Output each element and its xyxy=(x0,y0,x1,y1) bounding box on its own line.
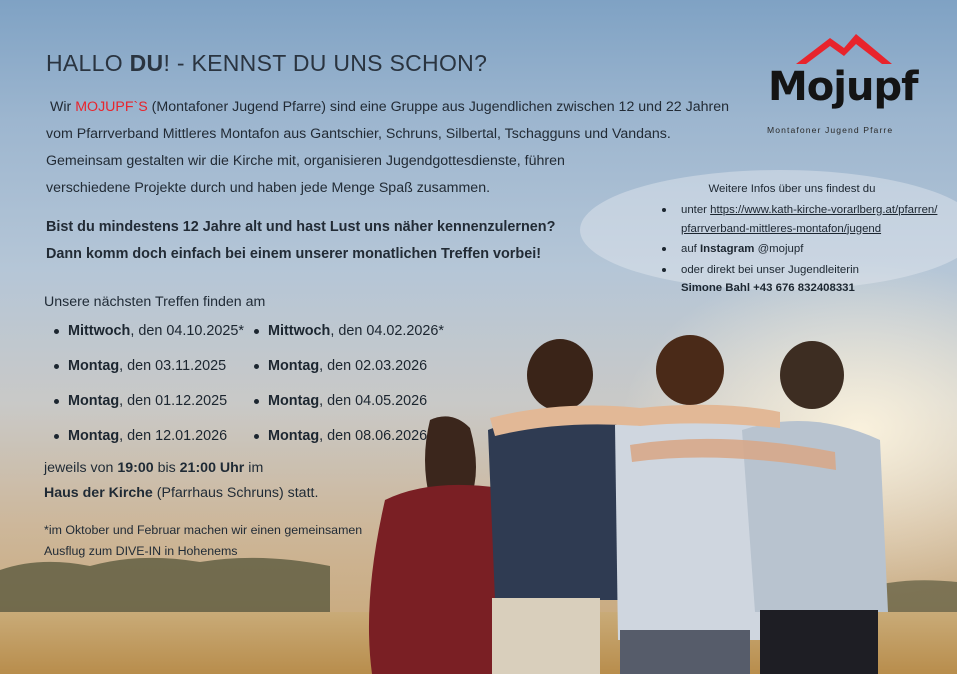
meetings-heading: Unsere nächsten Treffen finden am xyxy=(44,294,266,310)
intro-line-2: vom Pfarrverband Mittleres Montafon aus Gantschier, Schruns, Silbertal, Tschagguns und Vandans. xyxy=(46,126,671,142)
meeting-day: Mittwoch xyxy=(268,323,331,339)
meeting-date xyxy=(252,321,444,356)
title-part-2: ! - KENNST DU UNS SCHON? xyxy=(163,50,488,76)
instagram-label: Instagram xyxy=(700,243,755,255)
invite-line-2: Dann komm doch einfach bei einem unserer monatlichen Treffen vorbei! xyxy=(46,246,541,262)
person-4-head xyxy=(780,341,844,409)
page-title xyxy=(46,50,487,77)
footnote xyxy=(44,520,362,562)
time-from: 19:00 xyxy=(117,460,154,476)
meeting-dates-left xyxy=(52,321,244,461)
meeting-day: Montag xyxy=(268,428,320,444)
tree-line xyxy=(0,558,330,620)
website-link-cont[interactable]: pfarrverband-mittleres-montafon/jugend xyxy=(681,222,882,235)
intro-post: (Montafoner Jugend Pfarre) sind eine Gruppe aus Jugendlichen zwischen 12 und 22 Jahren xyxy=(147,99,729,115)
person-3-pants xyxy=(620,630,750,674)
contact-intro: oder direkt bei unser Jugendleiterin xyxy=(681,263,859,276)
meeting-date xyxy=(252,356,444,391)
meeting-day: Montag xyxy=(268,393,320,409)
time-to: 21:00 Uhr xyxy=(179,460,245,476)
website-link[interactable]: https://www.kath-kirche-vorarlberg.at/pfarren/ xyxy=(710,204,938,216)
meeting-date-text: , den 08.06.2026 xyxy=(319,428,428,444)
info-item-instagram xyxy=(652,240,942,259)
intro-paragraph xyxy=(46,94,729,202)
footnote-line-1: *im Oktober und Februar machen wir einen gemeinsamen xyxy=(44,523,363,537)
meeting-day: Montag xyxy=(68,393,120,409)
intro-line-3: Gemeinsam gestalten wir die Kirche mit, organisieren Jugendgottesdienste, führen xyxy=(46,153,565,169)
time-post: im xyxy=(244,460,264,476)
contact-person: Simone Bahl +43 676 832408331 xyxy=(681,282,855,294)
meeting-date xyxy=(252,391,444,426)
person-2-pants xyxy=(492,598,600,674)
person-4-pants xyxy=(760,610,878,674)
info-box xyxy=(652,183,942,300)
title-part-1: HALLO xyxy=(46,50,130,76)
title-bold: DU xyxy=(129,50,164,76)
footnote-line-2: Ausflug zum DIVE-IN in Hohenems xyxy=(44,544,238,558)
meeting-date-text: , den 04.02.2026* xyxy=(330,323,444,339)
invite-text xyxy=(46,214,555,268)
info-item-pre: unter xyxy=(681,204,711,216)
person-2-body xyxy=(488,414,625,600)
logo-tagline: Montafoner Jugend Pfarre xyxy=(767,125,894,135)
place-post: (Pfarrhaus Schruns) statt. xyxy=(152,485,319,501)
meeting-date-text: , den 04.05.2026 xyxy=(319,393,428,409)
place-name: Haus der Kirche xyxy=(44,485,153,501)
meeting-date-text: , den 12.01.2026 xyxy=(119,428,228,444)
brand-name: MOJUPF`S xyxy=(75,99,148,115)
info-list xyxy=(652,201,942,298)
intro-pre: Wir xyxy=(50,99,76,115)
meeting-date-text: , den 03.11.2025 xyxy=(119,358,227,374)
info-item-website xyxy=(652,201,942,238)
info-title: Weitere Infos über uns findest du xyxy=(708,183,876,195)
time-mid: bis xyxy=(153,460,180,476)
logo-wordmark: Mojupf xyxy=(768,64,918,110)
meeting-date-text: , den 02.03.2026 xyxy=(319,358,428,374)
meeting-day: Montag xyxy=(68,358,120,374)
meeting-date xyxy=(52,391,244,426)
instagram-handle: @mojupf xyxy=(754,243,804,255)
intro-line-1 xyxy=(46,94,729,121)
meeting-day: Mittwoch xyxy=(68,323,131,339)
person-2-head xyxy=(527,339,593,411)
meeting-date xyxy=(52,321,244,356)
info-item-contact xyxy=(652,261,942,298)
mojupf-logo xyxy=(764,30,924,140)
intro-line-4: verschiedene Projekte durch und haben jede Menge Spaß zusammen. xyxy=(46,180,491,196)
person-3-head xyxy=(656,335,724,405)
meeting-date-text: , den 01.12.2025 xyxy=(119,393,228,409)
meeting-day: Montag xyxy=(68,428,120,444)
meeting-time-place xyxy=(44,456,318,506)
meeting-date-text: , den 04.10.2025* xyxy=(130,323,244,339)
meeting-day: Montag xyxy=(268,358,320,374)
meeting-date xyxy=(52,356,244,391)
meeting-dates-right xyxy=(252,321,444,461)
meeting-time xyxy=(44,456,318,481)
invite-line-1: Bist du mindestens 12 Jahre alt und hast Lust uns näher kennenzulernen? xyxy=(46,219,556,235)
info-item-pre: auf xyxy=(681,243,700,255)
time-pre: jeweils von xyxy=(44,460,118,476)
meeting-place xyxy=(44,481,318,506)
